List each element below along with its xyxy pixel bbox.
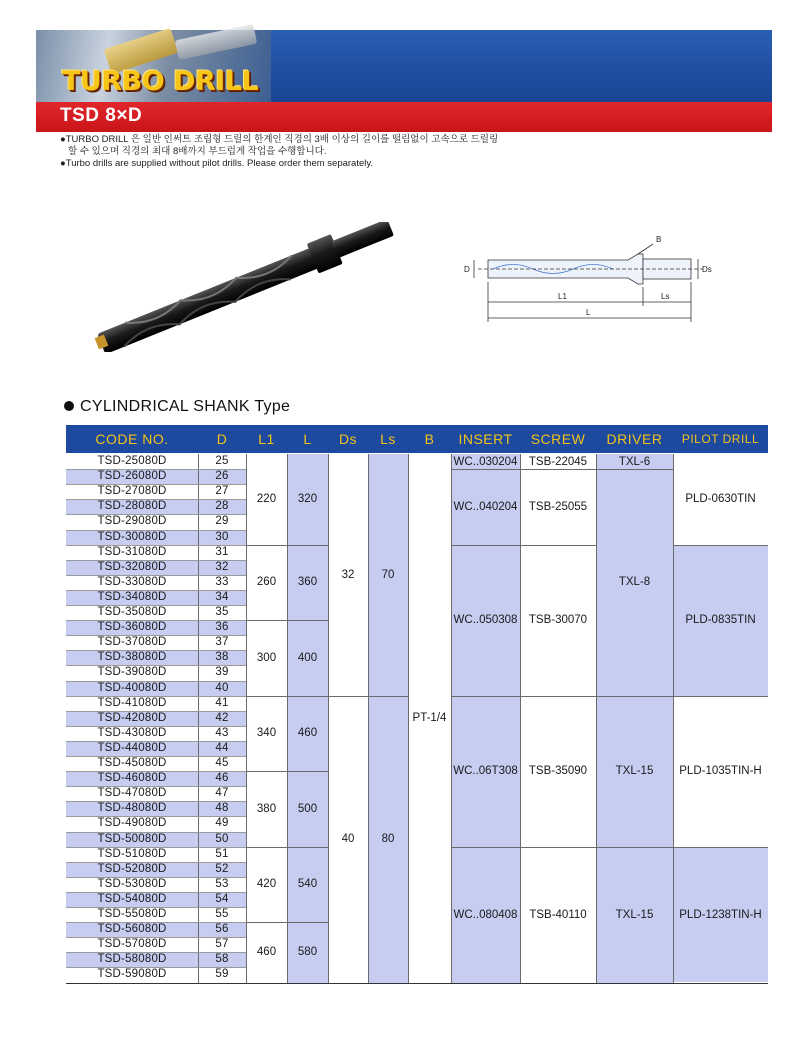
column-divider [287,454,288,983]
row-divider [66,469,246,470]
column-divider [328,454,329,983]
driver-cell: TXL-6 [618,455,651,468]
code-cell: TSD-55080D [97,908,167,920]
row-divider [66,590,246,591]
drill-photo [80,222,400,352]
screw-cell: TSB-30070 [528,614,588,627]
code-cell: TSD-48080D [97,802,167,815]
note-english: ●Turbo drills are supplied without pilot drills. Please order them separately. [60,158,374,169]
d-cell: 32 [215,560,229,573]
row-divider [66,484,246,485]
d-cell: 34 [215,590,229,603]
code-cell: TSD-27080D [97,485,167,498]
row-divider [66,862,246,863]
code-cell: TSD-41080D [97,696,167,709]
d-cell: 31 [215,545,229,558]
pilot-cell: PLD-0835TIN [685,614,756,627]
d-cell: 47 [215,787,229,800]
schematic-b-leader [638,244,653,254]
d-cell: 59 [215,968,229,981]
code-cell: TSD-47080D [97,787,167,800]
code-cell: TSD-52080D [97,862,167,875]
insert-cell: WC..080408 [453,908,518,921]
d-cell: 39 [215,666,229,679]
l1-cell: 380 [256,802,277,815]
code-cell: TSD-35080D [97,606,167,618]
driver-cell: TXL-8 [618,576,651,589]
header-insert: INSERT [458,431,513,447]
l-cell: 460 [297,727,318,740]
header-l1: L1 [258,431,275,447]
row-divider [66,545,246,546]
code-cell: TSD-50080D [97,832,167,845]
code-cell: TSD-39080D [97,666,167,679]
schematic-label-l: L [586,308,591,317]
code-cell: TSD-58080D [97,953,167,966]
section-heading [64,398,290,416]
row-divider [66,847,246,848]
l-cell: 320 [297,493,318,506]
code-cell: TSD-36080D [97,621,167,634]
l1-cell: 260 [256,576,277,589]
row-divider [66,832,246,833]
row-divider [66,967,246,968]
row-divider [66,771,246,772]
code-cell: TSD-40080D [97,681,167,694]
row-divider [66,514,246,515]
d-cell: 40 [215,681,229,694]
d-cell: 44 [215,741,229,754]
d-cell: 53 [215,877,229,890]
row-divider [66,877,246,878]
code-cell: TSD-49080D [97,817,167,830]
pilot-cell: PLD-1238TIN-H [679,908,762,921]
code-cell: TSD-30080D [97,530,167,543]
d-cell: 58 [215,953,229,966]
d-cell: 38 [215,651,229,664]
row-divider [66,786,246,787]
code-cell: TSD-32080D [97,560,167,573]
code-cell: TSD-44080D [97,741,167,754]
ls-cell: 80 [381,833,395,846]
drill-body [97,248,318,352]
header-screw: SCREW [530,431,586,447]
d-cell: 26 [215,470,229,483]
row-divider [66,665,246,666]
code-cell: TSD-25080D [97,455,167,467]
banner-photo-tool [175,24,257,60]
table-bottom-border [66,983,768,984]
row-divider [66,816,246,817]
column-divider [520,454,521,983]
column-divider [451,454,452,983]
code-cell: TSD-31080D [97,545,167,558]
l1-cell: 340 [256,727,277,740]
row-divider [66,650,246,651]
d-cell: 29 [215,515,229,528]
row-divider [66,937,246,938]
insert-cell: WC..030204 [453,455,518,468]
header-ds: Ds [338,431,358,447]
driver-cell: TXL-15 [615,908,654,921]
row-divider [66,499,246,500]
section-title: CYLINDRICAL SHANK Type [80,398,291,415]
notes [60,134,500,170]
row-divider [66,605,246,606]
row-divider [66,711,246,712]
insert-cell: WC..050308 [453,614,518,627]
code-cell: TSD-46080D [97,772,167,785]
spec-table [66,425,768,983]
header-driver: DRIVER [606,431,663,447]
header-pilot: PILOT DRILL [681,432,760,446]
l1-cell: 460 [256,946,277,959]
row-divider [66,575,246,576]
column-divider [596,454,597,983]
row-divider [66,922,246,923]
insert-cell: WC..040204 [453,500,518,513]
row-divider [66,952,246,953]
column-divider [673,454,674,983]
drill-schematic [458,232,713,327]
screw-cell: TSB-22045 [528,455,588,468]
row-divider [66,907,246,908]
code-cell: TSD-34080D [97,590,167,603]
d-cell: 43 [215,726,229,739]
d-cell: 27 [215,485,229,498]
header-b: B [424,431,435,447]
code-cell: TSD-37080D [97,636,167,649]
code-cell: TSD-33080D [97,575,167,588]
code-cell: TSD-56080D [97,923,167,936]
banner-red-band [36,102,772,132]
row-divider [66,696,246,697]
column-divider [408,454,409,983]
b-cell: PT-1/4 [412,712,447,725]
l-cell: 580 [297,946,318,959]
schematic-label-b: B [656,235,662,244]
d-cell: 25 [215,455,229,467]
code-cell: TSD-57080D [97,938,167,951]
insert-cell: WC..06T308 [453,765,518,778]
row-divider [66,681,246,682]
bullet-icon [64,401,74,411]
row-divider [66,560,246,561]
code-cell: TSD-26080D [97,470,167,483]
code-cell: TSD-51080D [97,847,167,860]
d-cell: 55 [215,908,229,920]
column-divider [368,454,369,983]
d-cell: 30 [215,530,229,543]
d-cell: 41 [215,696,229,709]
screw-cell: TSB-25055 [528,500,588,513]
row-divider [66,635,246,636]
row-divider [66,530,246,531]
code-cell: TSD-42080D [97,711,167,724]
note-korean-2: 할 수 있으며 직경의 최대 8배까지 부드럽게 작업을 수행합니다. [68,146,327,157]
d-cell: 46 [215,772,229,785]
schematic-label-d: D [464,265,470,274]
header-ls: Ls [380,431,396,447]
drill-shank [332,222,394,258]
d-cell: 50 [215,832,229,845]
header-l: L [303,431,312,447]
d-cell: 54 [215,892,229,905]
header-banner [36,30,772,130]
row-divider [66,756,246,757]
page-title: TURBO DRILL [62,66,259,97]
row-divider [66,801,246,802]
code-cell: TSD-29080D [97,515,167,528]
ds-cell: 32 [341,568,355,581]
d-cell: 51 [215,847,229,860]
header-code: CODE NO. [95,431,169,447]
l1-cell: 300 [256,651,277,664]
d-cell: 52 [215,862,229,875]
l1-cell: 420 [256,878,277,891]
code-cell: TSD-38080D [97,651,167,664]
row-divider [66,620,246,621]
d-cell: 35 [215,606,229,618]
code-cell: TSD-28080D [97,500,167,513]
code-cell: TSD-43080D [97,726,167,739]
note-korean-1: ●TURBO DRILL 은 일반 인써트 조립형 드릴의 한계인 직경의 3배 이상의 길이를 떨림없이 고속으로 드릴링 [60,134,499,145]
d-cell: 37 [215,636,229,649]
pilot-cell: PLD-0630TIN [685,493,756,506]
code-cell: TSD-59080D [97,968,167,981]
column-divider [198,454,199,983]
screw-cell: TSB-40110 [529,908,587,921]
ds-cell: 40 [341,833,355,846]
l-cell: 500 [297,802,318,815]
d-cell: 45 [215,757,229,769]
code-cell: TSD-53080D [97,877,167,890]
schematic-label-ls: Ls [661,292,670,301]
screw-cell: TSB-35090 [528,765,588,778]
d-cell: 57 [215,938,229,951]
d-cell: 42 [215,711,229,724]
d-cell: 48 [215,802,229,815]
driver-cell: TXL-15 [615,765,654,778]
page-subtitle: TSD 8×D [60,105,143,126]
row-divider [66,726,246,727]
column-divider [246,454,247,983]
d-cell: 33 [215,575,229,588]
d-cell: 36 [215,621,229,634]
d-cell: 28 [215,500,229,513]
l1-cell: 220 [256,493,277,506]
code-cell: TSD-45080D [97,757,167,769]
header-d: D [216,431,228,447]
pilot-cell: PLD-1035TIN-H [679,765,762,778]
ls-cell: 70 [381,568,395,581]
d-cell: 56 [215,923,229,936]
l-cell: 400 [297,651,318,664]
schematic-label-ds: Ds [702,265,712,274]
code-cell: TSD-54080D [97,892,167,905]
l-cell: 540 [297,878,318,891]
row-divider [66,892,246,893]
l-cell: 360 [297,576,318,589]
schematic-label-l1: L1 [558,292,567,301]
d-cell: 49 [215,817,229,830]
row-divider [66,741,246,742]
